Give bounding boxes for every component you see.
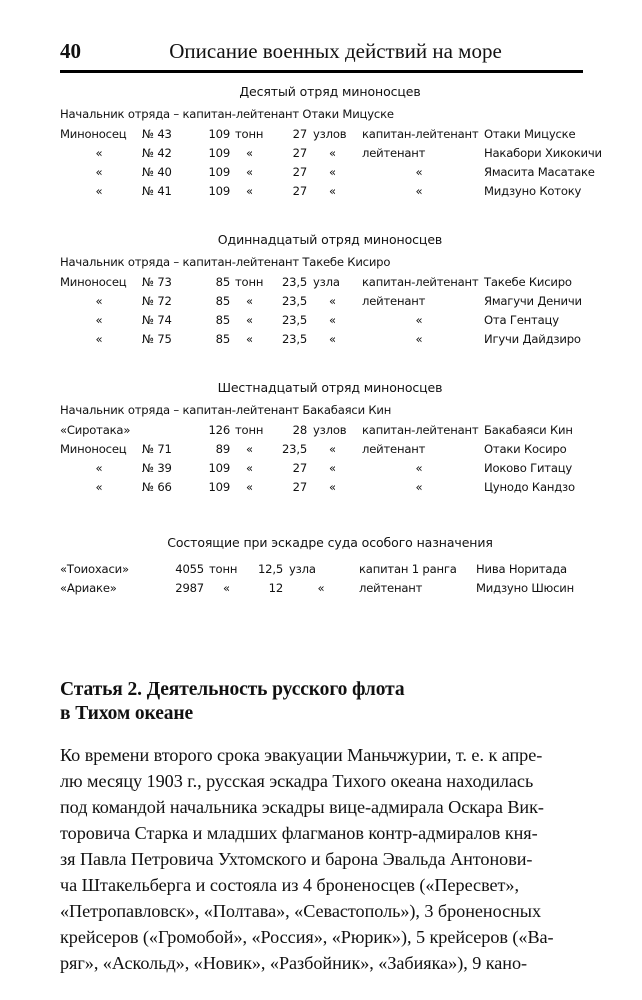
cell-rank: « [415, 164, 423, 179]
cell-ship: « [95, 293, 103, 308]
table-row [60, 439, 634, 458]
running-title: Описание военных действий на море [169, 39, 502, 63]
cell-commander: Ямагучи Деничи [484, 293, 582, 308]
cell-speed-unit: узлов [313, 126, 347, 141]
special-vessels-table [60, 559, 626, 597]
body-line: Ко времени второго срока эвакуации Маньчжурии, т. е. к апре- [60, 745, 543, 765]
cell-speed: 23,5 [281, 274, 307, 289]
cell-commander: Накабори Хикокичи [484, 145, 602, 160]
body-line: ряг», «Аскольд», «Новик», «Разбойник», «Забияка»), 9 кано- [60, 953, 527, 973]
cell-speed: 12,5 [257, 561, 283, 576]
cell-rank: « [415, 460, 423, 475]
cell-commander: Игучи Дайдзиро [484, 331, 581, 346]
cell-number: № 66 [142, 479, 172, 494]
cell-commander: Иоково Гитацу [484, 460, 573, 475]
squadron-leader: Начальник отряда – капитан-лейтенант Такебе Кисиро [60, 255, 391, 269]
cell-ship: «Сиротака» [60, 422, 131, 437]
cell-commander: Мидзуно Котоку [484, 183, 582, 198]
cell-commander: Нива Норитада [476, 561, 567, 576]
squadron-title: Десятый отряд миноносцев [239, 84, 421, 99]
cell-tonnage-unit: тонн [209, 561, 238, 576]
cell-number: № 40 [142, 164, 172, 179]
cell-tonnage-unit: « [223, 580, 230, 595]
cell-tonnage-unit: « [246, 293, 253, 308]
cell-speed: 12 [268, 580, 283, 595]
squadron-block-10 [0, 84, 642, 200]
cell-number: № 41 [142, 183, 172, 198]
squadron-block-11 [0, 232, 642, 348]
header-rule [60, 70, 583, 73]
cell-tonnage-unit: « [246, 460, 253, 475]
cell-rank: « [415, 183, 423, 198]
cell-tonnage-unit: « [246, 312, 253, 327]
table-row [60, 162, 634, 181]
cell-tonnage: 85 [215, 274, 230, 289]
cell-commander: Отаки Косиро [484, 441, 567, 456]
cell-tonnage: 2987 [175, 580, 204, 595]
page-number: 40 [60, 39, 81, 63]
cell-speed: 23,5 [281, 312, 307, 327]
cell-tonnage-unit: тонн [235, 274, 264, 289]
body-line: ча Штакельберга и состояла из 4 броненосцев («Пересвет», [60, 875, 519, 895]
cell-number: № 72 [142, 293, 172, 308]
cell-rank: капитан 1 ранга [359, 561, 457, 576]
cell-commander: Мидзуно Шюсин [476, 580, 574, 595]
cell-commander: Ота Гентацу [484, 312, 559, 327]
cell-speed-unit: узла [289, 561, 316, 576]
cell-speed-unit: « [317, 580, 325, 595]
cell-tonnage: 109 [208, 164, 230, 179]
cell-commander: Бакабаяси Кин [484, 422, 573, 437]
body-line: торовича Старка и младших флагманов контр-адмиралов кня- [60, 823, 538, 843]
cell-speed-unit: « [329, 145, 336, 160]
cell-ship: Миноносец [60, 126, 127, 141]
table-row [60, 124, 634, 143]
cell-tonnage: 89 [215, 441, 230, 456]
cell-rank: лейтенант [362, 293, 426, 308]
cell-ship: « [95, 312, 103, 327]
table-row [60, 458, 634, 477]
cell-speed-unit: « [329, 331, 336, 346]
cell-tonnage: 109 [208, 145, 230, 160]
cell-rank: лейтенант [362, 441, 426, 456]
cell-speed-unit: « [329, 164, 336, 179]
table-row [60, 181, 634, 200]
cell-tonnage: 109 [208, 183, 230, 198]
table-row [60, 329, 634, 348]
cell-number: № 43 [142, 126, 172, 141]
table-row [60, 420, 634, 439]
cell-rank: лейтенант [359, 580, 423, 595]
table-row [60, 291, 634, 310]
cell-speed: 27 [292, 479, 307, 494]
cell-ship: « [95, 145, 103, 160]
cell-speed: 27 [292, 145, 307, 160]
cell-tonnage: 109 [208, 479, 230, 494]
cell-rank: капитан-лейтенант [362, 274, 479, 289]
cell-rank: лейтенант [362, 145, 426, 160]
cell-commander: Ямасита Масатаке [484, 164, 595, 179]
special-vessels-title: Состоящие при эскадре суда особого назначения [167, 535, 493, 550]
cell-speed: 28 [292, 422, 307, 437]
table-row [60, 310, 634, 329]
cell-speed: 23,5 [281, 441, 307, 456]
squadron-title: Шестнадцатый отряд миноносцев [217, 380, 443, 395]
cell-speed-unit: « [329, 460, 336, 475]
cell-commander: Цунодо Кандзо [484, 479, 575, 494]
cell-number: № 74 [142, 312, 172, 327]
cell-ship: « [95, 460, 103, 475]
squadron-block-16 [0, 380, 642, 496]
cell-speed-unit: « [329, 293, 336, 308]
article-title [60, 678, 580, 726]
cell-ship: « [95, 479, 103, 494]
body-line: «Петропавловск», «Полтава», «Севастополь»), 3 броненосных [60, 901, 542, 921]
cell-number: № 39 [142, 460, 172, 475]
cell-rank: « [415, 312, 423, 327]
cell-ship: « [95, 183, 103, 198]
cell-speed: 27 [292, 164, 307, 179]
cell-speed: 27 [292, 183, 307, 198]
body-line: лю месяцу 1903 г., русская эскадра Тихого океана находилась [60, 771, 534, 791]
cell-tonnage-unit: тонн [235, 422, 264, 437]
squadron-table [60, 124, 634, 200]
cell-speed-unit: « [329, 312, 336, 327]
cell-tonnage: 109 [208, 460, 230, 475]
cell-commander: Такебе Кисиро [484, 274, 572, 289]
cell-tonnage-unit: « [246, 183, 253, 198]
cell-number [138, 420, 196, 439]
squadron-leader: Начальник отряда – капитан-лейтенант Бакабаяси Кин [60, 403, 392, 417]
cell-commander: Отаки Мицуске [484, 126, 576, 141]
cell-number: № 73 [142, 274, 172, 289]
cell-rank: капитан-лейтенант [362, 126, 479, 141]
squadron-title: Одиннадцатый отряд миноносцев [217, 232, 443, 247]
cell-speed: 23,5 [281, 293, 307, 308]
cell-tonnage: 85 [215, 331, 230, 346]
body-line: крейсеров («Громобой», «Россия», «Рюрик»), 5 крейсеров («Ва- [60, 927, 554, 947]
cell-tonnage: 109 [208, 126, 230, 141]
cell-tonnage-unit: « [246, 441, 253, 456]
cell-tonnage: 85 [215, 293, 230, 308]
cell-speed-unit: узлов [313, 422, 347, 437]
cell-ship: «Тоиохаси» [60, 561, 129, 576]
cell-ship: « [95, 164, 103, 179]
cell-number: № 71 [142, 441, 172, 456]
table-row [60, 143, 634, 162]
cell-rank: капитан-лейтенант [362, 422, 479, 437]
article-title-line-1: Статья 2. Деятельность русского флота [60, 679, 405, 700]
special-vessels-block [0, 535, 642, 597]
cell-ship: « [95, 331, 103, 346]
cell-tonnage: 126 [208, 422, 230, 437]
cell-speed: 23,5 [281, 331, 307, 346]
cell-speed: 27 [292, 460, 307, 475]
cell-tonnage-unit: « [246, 164, 253, 179]
cell-tonnage-unit: « [246, 145, 253, 160]
cell-ship: Миноносец [60, 441, 127, 456]
cell-tonnage: 85 [215, 312, 230, 327]
squadron-table [60, 420, 634, 496]
table-row [60, 272, 634, 291]
table-row [60, 578, 626, 597]
cell-rank: « [415, 331, 423, 346]
table-row [60, 559, 626, 578]
cell-rank: « [415, 479, 423, 494]
squadron-leader: Начальник отряда – капитан-лейтенант Отаки Мицуске [60, 107, 394, 121]
cell-number: № 42 [142, 145, 172, 160]
table-row [60, 477, 634, 496]
article-title-line-2: в Тихом океане [60, 703, 194, 724]
cell-tonnage-unit: « [246, 331, 253, 346]
cell-speed-unit: « [329, 441, 336, 456]
body-line: под командой начальника эскадры вице-адмирала Оскара Вик- [60, 797, 544, 817]
cell-tonnage-unit: тонн [235, 126, 264, 141]
cell-ship: «Ариаке» [60, 580, 117, 595]
cell-tonnage: 4055 [175, 561, 204, 576]
body-line: зя Павла Петровича Ухтомского и барона Эвальда Антонови- [60, 849, 533, 869]
cell-speed: 27 [292, 126, 307, 141]
article-body [60, 742, 583, 976]
squadron-table [60, 272, 634, 348]
running-head [60, 38, 583, 66]
cell-speed-unit: узла [313, 274, 340, 289]
cell-speed-unit: « [329, 183, 336, 198]
cell-speed-unit: « [329, 479, 336, 494]
cell-number: № 75 [142, 331, 172, 346]
cell-tonnage-unit: « [246, 479, 253, 494]
cell-ship: Миноносец [60, 274, 127, 289]
